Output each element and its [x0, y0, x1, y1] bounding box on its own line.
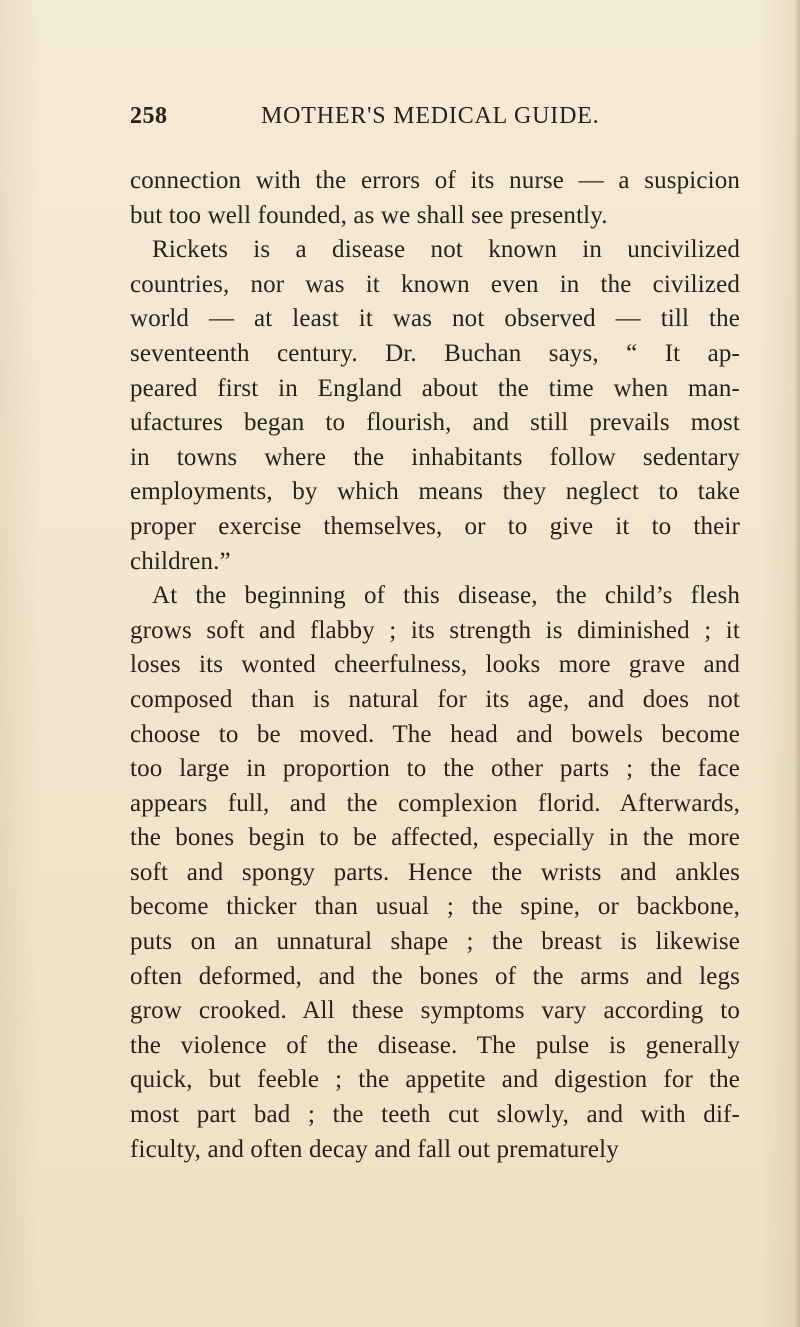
text-line: choose to be moved. The head and bowels become — [130, 720, 740, 748]
text-line: puts on an unnatural shape ; the breast is likewise — [130, 928, 740, 956]
page-edge-shadow — [794, 0, 800, 1327]
text-line: At the beginning of this disease, the child’s flesh — [152, 582, 740, 610]
text-line: the violence of the disease. The pulse is generally — [130, 1031, 740, 1059]
text-line: quick, but feeble ; the appetite and digestion for the — [130, 1066, 740, 1094]
text-line: most part bad ; the teeth cut slowly, and with dif- — [130, 1101, 740, 1129]
text-line: employments, by which means they neglect to take — [130, 478, 740, 506]
text-line: loses its wonted cheerfulness, looks more grave and — [130, 651, 740, 679]
text-line: children.” — [130, 547, 231, 575]
text-line: the bones begin to be affected, especially in the more — [130, 824, 740, 852]
running-head — [130, 103, 738, 139]
text-line: soft and spongy parts. Hence the wrists and ankles — [130, 858, 740, 886]
running-title: MOTHER'S MEDICAL GUIDE. — [261, 103, 600, 129]
text-line: appears full, and the complexion florid. Afterwards, — [130, 789, 740, 817]
text-line: ficulty, and often decay and fall out prematurely — [130, 1135, 619, 1163]
text-line: proper exercise themselves, or to give it to their — [130, 512, 740, 540]
text-line: become thicker than usual ; the spine, or backbone, — [130, 893, 740, 921]
text-line: too large in proportion to the other parts ; the face — [130, 755, 740, 783]
text-line: ufactures began to flourish, and still prevails most — [130, 409, 740, 437]
text-line: composed than is natural for its age, and does not — [130, 685, 740, 713]
text-line: Rickets is a disease not known in uncivilized — [152, 236, 740, 264]
text-line: countries, nor was it known even in the civilized — [130, 270, 740, 298]
text-line: in towns where the inhabitants follow sedentary — [130, 443, 740, 471]
text-line: but too well founded, as we shall see presently. — [130, 201, 608, 229]
text-line: connection with the errors of its nurse — a suspicion — [130, 167, 740, 194]
text-line: seventeenth century. Dr. Buchan says, “ It ap- — [130, 339, 740, 367]
page-number: 258 — [130, 103, 168, 129]
text-line: often deformed, and the bones of the arms and legs — [130, 962, 740, 990]
body-text — [130, 164, 740, 1167]
text-line: grow crooked. All these symptoms vary according to — [130, 997, 740, 1025]
text-line: world — at least it was not observed — till the — [130, 305, 740, 333]
text-line: peared first in England about the time when man- — [130, 374, 740, 402]
text-line: grows soft and flabby ; its strength is diminished ; it — [130, 616, 740, 644]
